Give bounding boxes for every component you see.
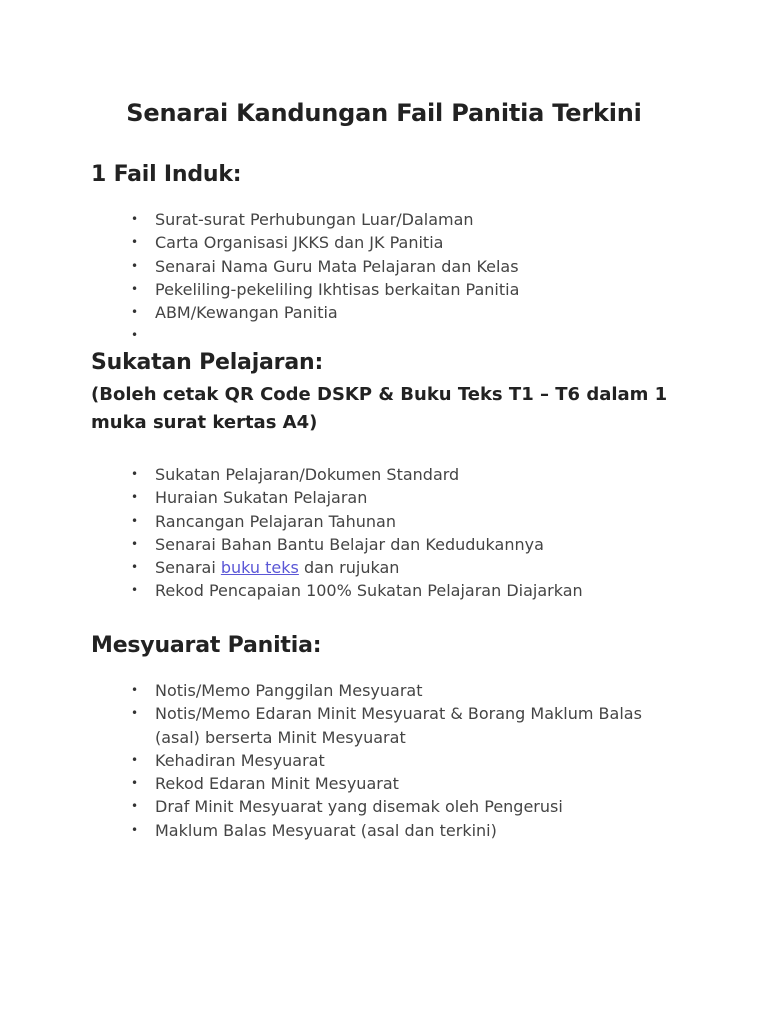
bullet-icon: • (131, 799, 139, 814)
fail-induk-list (0, 208, 768, 343)
section-heading-sukatan: Sukatan Pelajaran: (91, 350, 324, 375)
list-item-prefix: Senarai (155, 558, 221, 578)
list-item-text: Huraian Sukatan Pelajaran (155, 488, 368, 508)
bullet-icon: • (131, 583, 139, 598)
list-item (0, 486, 768, 509)
bullet-icon: • (131, 536, 139, 551)
sukatan-note: (Boleh cetak QR Code DSKP & Buku Teks T1 – T6 dalam 1 muka surat kertas A4) (91, 384, 668, 433)
list-item (0, 702, 768, 749)
bullet-icon: • (131, 212, 139, 226)
page-title: Senarai Kandungan Fail Panitia Terkini (126, 99, 642, 127)
bullet-icon: • (131, 683, 139, 697)
list-item-text: Pekeliling-pekeliling Ikhtisas berkaitan Panitia (155, 279, 520, 299)
list-item-text: Kehadiran Mesyuarat (155, 750, 325, 770)
list-item (0, 819, 768, 842)
list-item-text: Sukatan Pelajaran/Dokumen Standard (155, 465, 460, 484)
list-item (0, 231, 768, 254)
list-item (0, 510, 768, 533)
list-item-text: Notis/Memo Panggilan Mesyuarat (155, 681, 423, 700)
list-item (0, 278, 768, 301)
bullet-icon: • (131, 822, 139, 837)
bullet-icon: • (131, 235, 139, 250)
section-heading-fail-induk: 1 Fail Induk: (91, 162, 242, 187)
list-item-text: Surat-surat Perhubungan Luar/Dalaman (155, 210, 474, 229)
list-item (0, 463, 768, 486)
list-item-text: Senarai Bahan Bantu Belajar dan Kedudukannya (155, 534, 544, 554)
list-item-text: Rekod Edaran Minit Mesyuarat (155, 774, 399, 794)
list-item-suffix: dan rujukan (298, 558, 400, 578)
list-item-text: Rancangan Pelajaran Tahunan (155, 511, 396, 531)
bullet-icon: • (131, 513, 139, 528)
bullet-icon: • (131, 305, 139, 320)
list-item (0, 255, 768, 278)
list-item (0, 579, 768, 602)
sukatan-list (0, 463, 768, 603)
bullet-icon: • (131, 776, 139, 791)
bullet-icon: • (131, 467, 139, 481)
list-item-text: Rekod Pencapaian 100% Sukatan Pelajaran Diajarkan (155, 581, 583, 601)
list-item (0, 301, 768, 324)
list-item-text: Notis/Memo Edaran Minit Mesyuarat & Borang Maklum Balas (asal) berserta Minit Mesyuarat (155, 704, 642, 747)
bullet-icon: • (131, 752, 139, 767)
list-item-text: Senarai Nama Guru Mata Pelajaran dan Kelas (155, 256, 519, 276)
list-item (0, 749, 768, 772)
list-item (0, 556, 768, 579)
bullet-icon: • (131, 560, 139, 575)
mesyuarat-list (0, 679, 768, 842)
list-item-text: Carta Organisasi JKKS dan JK Panitia (155, 233, 444, 253)
bullet-icon: • (131, 258, 139, 273)
section-heading-mesyuarat: Mesyuarat Panitia: (91, 633, 322, 658)
buku-teks-link[interactable]: buku teks (220, 558, 299, 578)
bullet-icon: • (131, 328, 139, 343)
list-item (0, 772, 768, 795)
bullet-icon: • (131, 706, 139, 721)
list-item (0, 795, 768, 818)
list-item (0, 533, 768, 556)
list-item-text: Draf Minit Mesyuarat yang disemak oleh Pengerusi (155, 797, 563, 817)
list-item (0, 208, 768, 231)
list-item-text: Maklum Balas Mesyuarat (asal dan terkini) (155, 820, 497, 840)
list-item-text: ABM/Kewangan Panitia (155, 303, 338, 323)
bullet-icon: • (131, 490, 139, 505)
bullet-icon: • (131, 281, 139, 296)
list-item (0, 679, 768, 702)
